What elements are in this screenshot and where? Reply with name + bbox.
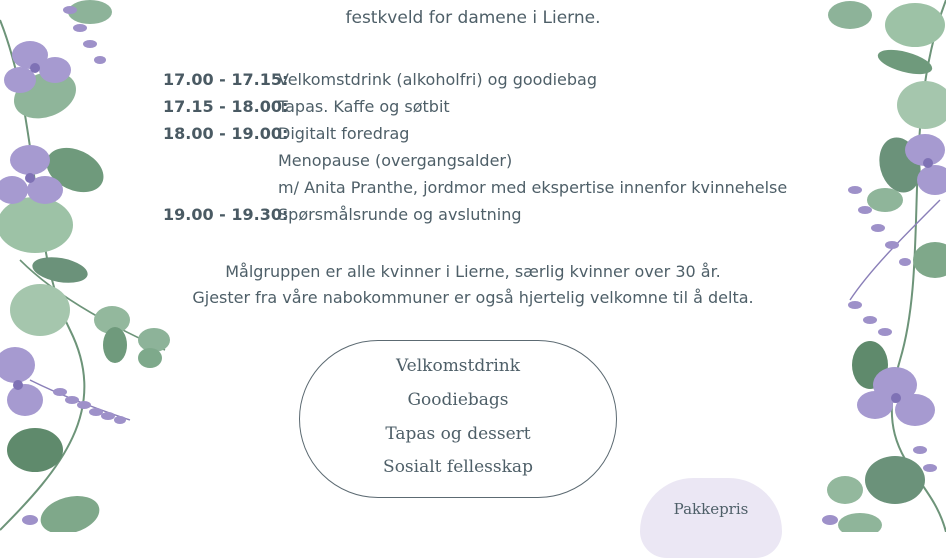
schedule-description: m/ Anita Pranthe, jordmor med ekspertise innenfor kvinnehelse xyxy=(278,178,788,197)
included-item: Velkomstdrink xyxy=(395,356,521,376)
included-items-box xyxy=(299,340,617,498)
schedule-time: 17.15 - 18.00: xyxy=(163,97,289,116)
schedule-row xyxy=(163,120,787,147)
schedule-time: 18.00 - 19.00: xyxy=(163,124,289,143)
intro-text xyxy=(0,8,946,28)
schedule-row xyxy=(163,93,787,120)
target-group-line-2: Gjester fra våre nabokommuner er også hjertelig velkomne til å delta. xyxy=(192,288,754,307)
schedule-time: 17.00 - 17.15: xyxy=(163,70,289,89)
schedule-row xyxy=(163,174,787,201)
schedule-time: 19.00 - 19.30: xyxy=(163,205,289,224)
included-item: Tapas og dessert xyxy=(385,424,531,444)
schedule-row xyxy=(163,66,787,93)
schedule-row xyxy=(163,147,787,174)
intro-line: festkveld for damene i Lierne. xyxy=(345,8,601,28)
schedule-description: Menopause (overgangsalder) xyxy=(278,151,513,170)
schedule-description: Velkomstdrink (alkoholfri) og goodiebag xyxy=(278,70,598,89)
schedule-description: Digitalt foredrag xyxy=(278,124,410,143)
program-schedule xyxy=(163,66,787,228)
schedule-description: Tapas. Kaffe og søtbit xyxy=(278,97,450,116)
included-item: Goodiebags xyxy=(407,390,509,410)
price-label: Pakkepris xyxy=(673,500,749,518)
schedule-row xyxy=(163,201,787,228)
included-item: Sosialt fellesskap xyxy=(383,457,533,477)
target-group-line-1: Målgruppen er alle kvinner i Lierne, særlig kvinner over 30 år. xyxy=(225,262,721,281)
schedule-description: Spørsmålsrunde og avslutning xyxy=(278,205,522,224)
price-badge xyxy=(640,478,782,558)
